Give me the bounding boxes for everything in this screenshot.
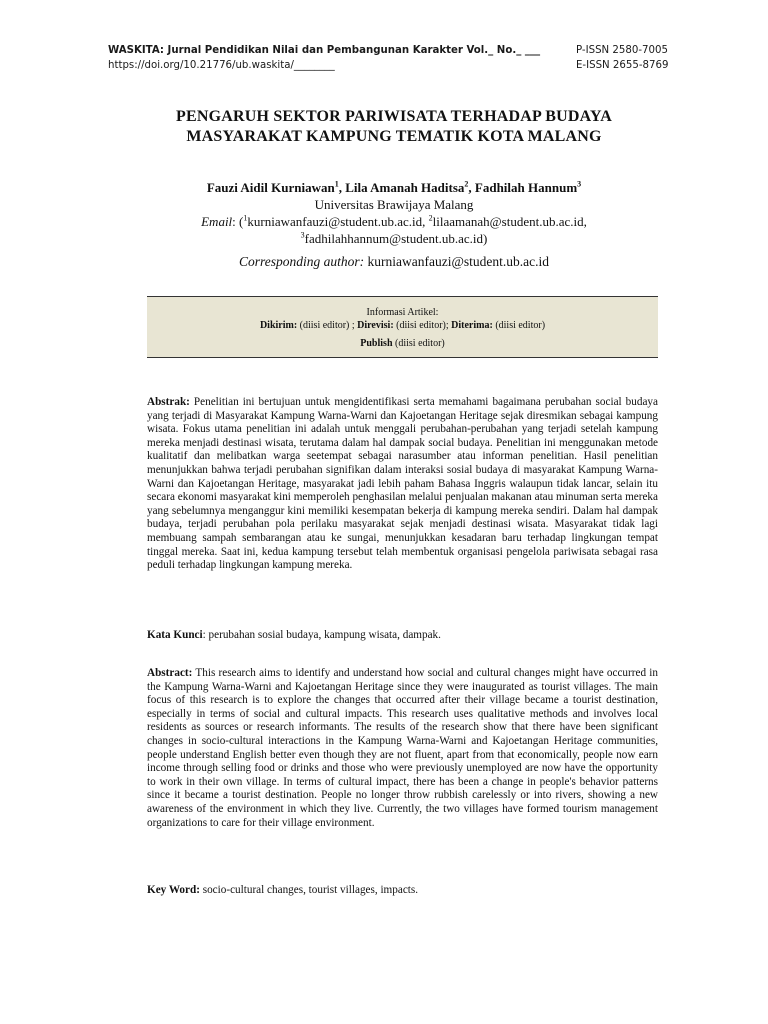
author-names [120, 179, 668, 196]
article-info-box [147, 296, 658, 358]
author-2-sup: 2 [464, 179, 469, 189]
article-info-publish [147, 337, 658, 350]
publish-label: Publish [360, 338, 393, 349]
direvisi-value: (diisi editor); [393, 320, 452, 331]
abstrak-text: Penelitian ini bertujuan untuk mengidentifikasi serta memahami bagaimana perubahan social budaya yang terjadi di Masyarakat Kampung Warna-Warni dan Kajoetangan Heritage sejak diresmikan sebagai kampung wisata. Fokus utama penelitian ini adalah untuk menggali perubahan-perubahan yang terjadi setelah kampung mereka menjadi destinasi wisata, terutama dalam hal dampak social budaya. Penelitian ini menggunakan metode kualitatif dan melibatkan warga seetempat sebagai narasumber atau informan penelitian. Hasil penelitian menunjukkan bahwa terjadi perubahan signifikan dalam interaksi sosial budaya di masyarakat Kampung Warna-Warni dan Kajoetangan Heritage, masyarakat jadi lebih paham Bahasa Inggris walaupun tidak lancar, selain itu secara ekonomi masyarakat kini memperoleh penghasilan melalui penjualan makanan atau minuman serta mereka yang sebelumnya menganggur kini memiliki kesempatan bekerja di kampung mereka sendiri. Dalam hal dampak budaya, terjadi perubahan pola perilaku masyarakat sejak menjadi destinasi wisata. Masyarakat tidak lagi membuang sampah sembarangan atau ke sungai, menunjukkan kesadaran baru terhadap lingkungan tempat tinggal mereka. Saat ini, kedua kampung tersebut telah membentuk organisasi pengelola pariwisata sebagai rasa peduli terhadap lingkungan kampung mereka. [147, 396, 658, 572]
diterima-label: Diterima: [451, 320, 493, 331]
abstract-text: This research aims to identify and understand how social and cultural changes might have occurred in the Kampung Warna-Warni and Kajoetangan Heritage since they were inaugurated as tourist villages. The main focus of this research is to explore the changes that occurred after their village became a tourist destination, especially in terms of social and cultural impacts. This research uses qualitative methods and involves local residents as sources or research informants. The results of the research show that there have been significant changes in socio-cultural interactions in the Kampung Warna-Warni and Kajoetangan Heritage communities, people understand English better even though they are not fluent, apart from that economically, people now earn income through selling food or drinks and those who were previously unemployed are now have the opportunity to work in their own village. In terms of cultural impact, there has been a change in people's behavior patterns since it became a tourist destination. People no longer throw rubbish carelessly or into rivers, showing a new awareness of the environment in which they live. Currently, the two villages have formed tourism management organizations to care for their village environment. [147, 667, 658, 829]
email-label: Email [201, 214, 233, 229]
email-line-2 [120, 230, 668, 247]
abstrak-paragraph [147, 396, 658, 573]
email-prefix: : ( [232, 214, 244, 229]
email-3-sup: 3 [300, 230, 305, 240]
title-line-1: PENGARUH SEKTOR PARIWISATA TERHADAP BUDAYA [175, 108, 613, 125]
email-1[interactable]: kurniawanfauzi@student.ub.ac.id, [247, 214, 429, 229]
title-line-2: MASYARAKAT KAMPUNG TEMATIK KOTA MALANG [186, 128, 602, 145]
author-1-sup: 1 [334, 179, 339, 189]
direvisi-label: Direvisi: [357, 320, 394, 331]
abstract-label: Abstract: [147, 667, 193, 679]
eissn: E-ISSN 2655-8769 [576, 60, 669, 71]
abstract-paragraph [147, 667, 658, 830]
author-3: Fadhilah Hannum [474, 180, 578, 195]
email-1-sup: 1 [243, 213, 248, 223]
affiliation: Universitas Brawijaya Malang [314, 197, 474, 212]
paper-title [120, 107, 668, 147]
corresponding-email[interactable]: kurniawanfauzi@student.ub.ac.id [364, 254, 549, 269]
email-2-sup: 2 [428, 213, 433, 223]
author-1: Fauzi Aidil Kurniawan [206, 180, 335, 195]
author-3-sup: 3 [577, 179, 582, 189]
kata-kunci-label: Kata Kunci [147, 629, 203, 641]
author-block [120, 179, 668, 270]
dikirim-label: Dikirim: [259, 320, 298, 331]
kata-kunci-text: : perubahan sosial budaya, kampung wisata, dampak. [202, 629, 441, 641]
email-2[interactable]: lilaamanah@student.ub.ac.id, [432, 214, 587, 229]
keyword-text: socio-cultural changes, tourist villages, impacts. [199, 884, 419, 896]
journal-name: WASKITA: Jurnal Pendidikan Nilai dan Pembangunan Karakter Vol._ No._ ___ [108, 45, 541, 56]
doi-link[interactable]: https://doi.org/10.21776/ub.waskita/________ [108, 60, 335, 71]
publish-value: (diisi editor) [392, 338, 445, 349]
author-sep-2: , [468, 180, 475, 195]
pissn: P-ISSN 2580-7005 [576, 45, 668, 56]
dikirim-value: (diisi editor) ; [297, 320, 358, 331]
corresponding-label: Corresponding author: [238, 254, 365, 269]
keyword-paragraph [147, 884, 658, 898]
article-info-dates [147, 319, 658, 332]
running-header [108, 43, 676, 73]
corresponding-author [120, 253, 668, 270]
abstrak-label: Abstrak: [147, 396, 190, 408]
keyword-label: Key Word: [147, 884, 200, 896]
article-info-heading: Informasi Artikel: [366, 307, 439, 318]
author-sep-1: , [338, 180, 346, 195]
email-3[interactable]: fadhilahhannum@student.ub.ac.id) [304, 231, 488, 246]
author-2: Lila Amanah Haditsa [345, 180, 465, 195]
diterima-value: (diisi editor) [492, 320, 546, 331]
email-line [120, 213, 668, 230]
kata-kunci-paragraph [147, 629, 658, 643]
